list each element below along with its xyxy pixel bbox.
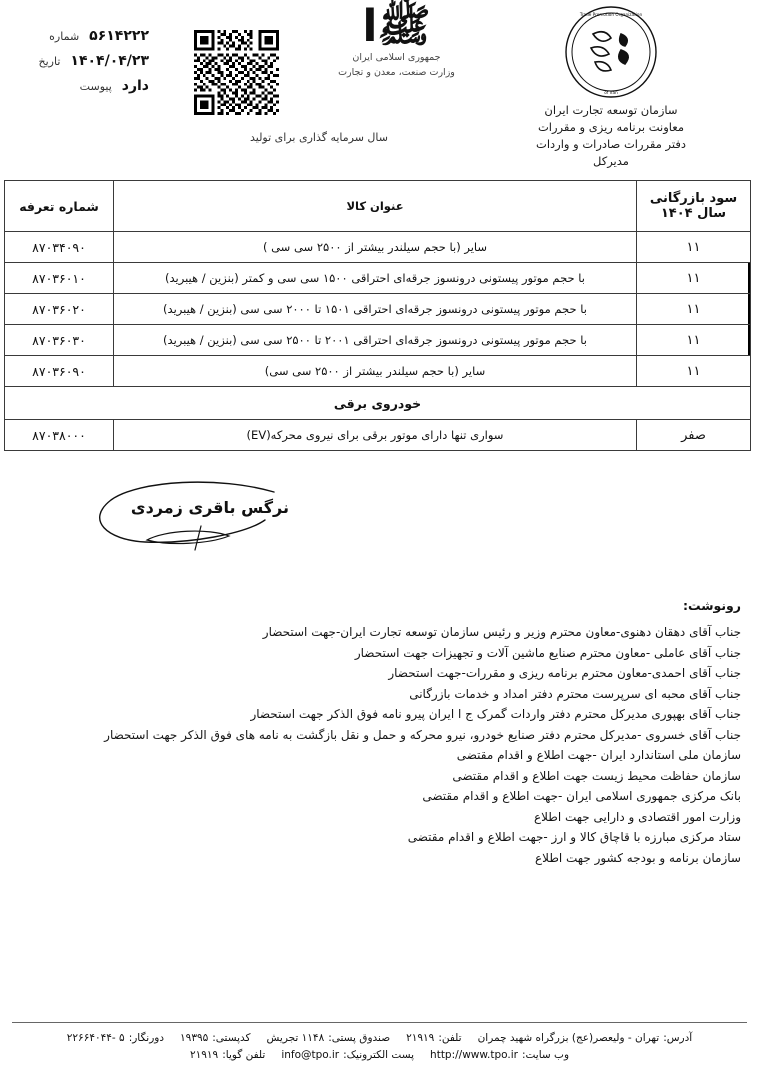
cell-goods: با حجم موتور پیستونی درونسوز جرقه‌ای احتراقی ۱۵۰۱ تا ۲۰۰۰ سی سی (بنزین / هیبرید) — [114, 294, 637, 325]
org-line-4: مدیرکل — [593, 154, 629, 168]
table-header-row — [5, 181, 751, 232]
svg-text:of Iran: of Iran — [604, 90, 618, 95]
cell-tariff: ۸۷۰۳۶۰۲۰ — [5, 294, 114, 325]
cell-tariff: ۸۷۰۳۴۰۹۰ — [5, 232, 114, 263]
cc-item: جناب آقای دهقان دهنوی-معاون محترم وزیر و رئیس سازمان توسعه تجارت ایران-جهت استحضار — [262, 625, 741, 639]
footer-address-value: تهران - ولیعصر(عج) بزرگراه شهید چمران — [477, 1032, 660, 1044]
cell-duty: صفر — [637, 420, 751, 451]
table-row — [5, 420, 751, 451]
ministry-block — [309, 1, 484, 78]
letterhead — [0, 0, 759, 170]
letter-date-row — [9, 53, 149, 69]
ministry-country-label: جمهوری اسلامی ایران — [352, 52, 441, 63]
footer-phone-value: ۲۱۹۱۹ — [406, 1032, 435, 1044]
cc-item: جناب آقای محبه ای سرپرست محترم دفتر امداد و خدمات بازرگانی — [409, 686, 741, 701]
letter-number-row — [9, 28, 149, 44]
cc-item: سازمان حفاظت محیط زیست جهت اطلاع و اقدام مقتضی — [452, 768, 741, 783]
svg-text:Trade Promotion Organization: Trade Promotion Organization — [579, 12, 643, 17]
tariff-table-container — [8, 180, 751, 451]
cc-item: جناب آقای عاملی -معاون محترم صنایع ماشین آلات و تجهیزات جهت استحضار — [354, 645, 741, 660]
cell-duty: ۱۱ — [637, 294, 751, 325]
table-row — [5, 356, 751, 387]
footer-ivr-phone-value: ۲۱۹۱۹ — [190, 1049, 219, 1061]
cell-goods: سایر (با حجم سیلندر بیشتر از ۲۵۰۰ سی سی ) — [114, 232, 637, 263]
letter-attachment-value: دارد — [121, 78, 149, 94]
org-line-1: سازمان توسعه تجارت ایران — [544, 103, 678, 117]
footer-email[interactable] — [281, 1049, 414, 1061]
cc-item: بانک مرکزی جمهوری اسلامی ایران -جهت اطلاع و اقدام مقتضی — [422, 789, 741, 803]
footer-website-value[interactable]: http://www.tpo.ir — [430, 1049, 518, 1061]
letter-attachment-row — [9, 78, 149, 94]
cell-duty: ۱۱ — [637, 263, 751, 294]
cell-tariff: ۸۷۰۳۶۰۹۰ — [5, 356, 114, 387]
footer-fax — [67, 1032, 164, 1044]
cc-item: سازمان برنامه و بودجه کشور جهت اطلاع — [535, 850, 741, 865]
cc-item: سازمان ملی استاندارد ایران -جهت اطلاع و اقدام مقتضی — [456, 748, 741, 762]
table-row — [5, 232, 751, 263]
iran-emblem-icon: ﷺا — [362, 1, 431, 52]
footer-address — [478, 1032, 693, 1044]
cell-duty: ۱۱ — [637, 325, 751, 356]
org-line-2: معاونت برنامه ریزی و مقررات — [537, 120, 684, 134]
signature-flourish-icon — [69, 478, 329, 573]
cc-item: جناب آقای احمدی-معاون محترم برنامه ریزی و مقررات-جهت استحضار — [388, 666, 741, 680]
footer-postal-code-label: کدپستی: — [212, 1032, 251, 1044]
cell-duty: ۱۱ — [637, 356, 751, 387]
footer-phone-label: تلفن: — [438, 1032, 462, 1044]
table-row — [5, 294, 751, 325]
footer-divider — [12, 1022, 747, 1023]
cell-goods: سواری تنها دارای موتور برقی برای نیروی محرکه(EV) — [114, 420, 637, 451]
footer-email-value[interactable]: info@tpo.ir — [281, 1049, 340, 1061]
letter-date-label: تاریخ — [38, 55, 61, 68]
column-header-goods: عنوان کالا — [114, 181, 637, 232]
footer-website[interactable] — [430, 1049, 569, 1061]
letter-date-value: ۱۴۰۴/۰۴/۲۳ — [70, 53, 149, 69]
cell-duty: ۱۱ — [637, 232, 751, 263]
tpo-seal-icon — [563, 4, 659, 100]
cell-tariff: ۸۷۰۳۶۰۳۰ — [5, 325, 114, 356]
signatory-name: نرگس باقری زمردی — [130, 498, 289, 517]
letter-number-label: شماره — [49, 30, 80, 43]
cc-item: وزارت امور اقتصادی و دارایی جهت اطلاع — [533, 809, 741, 824]
table-row — [5, 325, 751, 356]
letter-meta-block — [9, 28, 149, 103]
footer-po-box-label: صندوق پستی: — [328, 1032, 391, 1044]
org-line-3: دفتر مقررات صادرات و واردات — [536, 137, 686, 151]
signature-block — [69, 478, 329, 573]
footer-postal-code-value: ۱۹۳۹۵ — [180, 1032, 209, 1044]
footer-fax-value: ۵ -۲۲۶۶۴۰۴۴ — [66, 1032, 125, 1044]
cell-tariff: ۸۷۰۳۸۰۰۰ — [5, 420, 114, 451]
cc-item: جناب آقای خسروی -مدیرکل محترم دفتر صنایع خودرو، نیرو محرکه و حمل و نقل بازگشت به نامه های فوق الذکر جهت استحضار — [104, 727, 741, 742]
cc-list — [18, 598, 741, 868]
table-section-row — [5, 387, 751, 420]
organization-block — [481, 4, 741, 170]
tariff-table — [4, 180, 751, 451]
ministry-name-label: وزارت صنعت، معدن و تجارت — [338, 67, 455, 78]
tariff-table-head — [5, 181, 751, 232]
tariff-table-body — [5, 232, 751, 451]
year-slogan: سال سرمایه گذاری برای تولید — [249, 131, 388, 144]
footer-line-address — [12, 1032, 747, 1044]
cc-title: رونوشت: — [682, 598, 741, 613]
section-label-ev: خودروی برقی — [5, 387, 751, 420]
footer-ivr-phone — [190, 1049, 265, 1061]
footer-po-box — [267, 1032, 391, 1044]
document-footer — [12, 1022, 747, 1066]
footer-address-label: آدرس: — [663, 1032, 693, 1044]
cc-item: ستاد مرکزی مبارزه با قاچاق کالا و ارز -جهت اطلاع و اقدام مقتضی — [407, 830, 741, 844]
footer-po-box-value: ۱۱۴۸ تجریش — [266, 1032, 325, 1044]
cell-goods: سایر (با حجم سیلندر بیشتر از ۲۵۰۰ سی سی) — [114, 356, 637, 387]
letter-attachment-label: پیوست — [79, 80, 112, 93]
footer-ivr-phone-label: تلفن گویا: — [222, 1049, 266, 1061]
cell-tariff: ۸۷۰۳۶۰۱۰ — [5, 263, 114, 294]
footer-phone — [406, 1032, 461, 1044]
cell-goods: با حجم موتور پیستونی درونسوز جرقه‌ای احتراقی ۱۵۰۰ سی سی و کمتر (بنزین / هیبرید) — [114, 263, 637, 294]
footer-website-label: وب سایت: — [521, 1049, 570, 1061]
footer-fax-label: دورنگار: — [128, 1032, 165, 1044]
footer-line-contact — [12, 1049, 747, 1061]
cc-item: جناب آقای بهپوری مدیرکل محترم دفتر واردات گمرک ج ا ایران پیرو نامه فوق الذکر جهت استحضار — [250, 707, 741, 721]
qr-code-icon — [194, 30, 279, 115]
letter-number-value: ۵۶۱۴۲۲۲ — [89, 28, 149, 44]
footer-email-label: پست الکترونیک: — [343, 1049, 415, 1061]
table-row — [5, 263, 751, 294]
column-header-duty: سود بازرگانی سال ۱۴۰۴ — [637, 181, 751, 232]
cell-goods: با حجم موتور پیستونی درونسوز جرقه‌ای احتراقی ۲۰۰۱ تا ۲۵۰۰ سی سی (بنزین / هیبرید) — [114, 325, 637, 356]
column-header-tariff: شماره تعرفه — [5, 181, 114, 232]
footer-postal-code — [180, 1032, 250, 1044]
